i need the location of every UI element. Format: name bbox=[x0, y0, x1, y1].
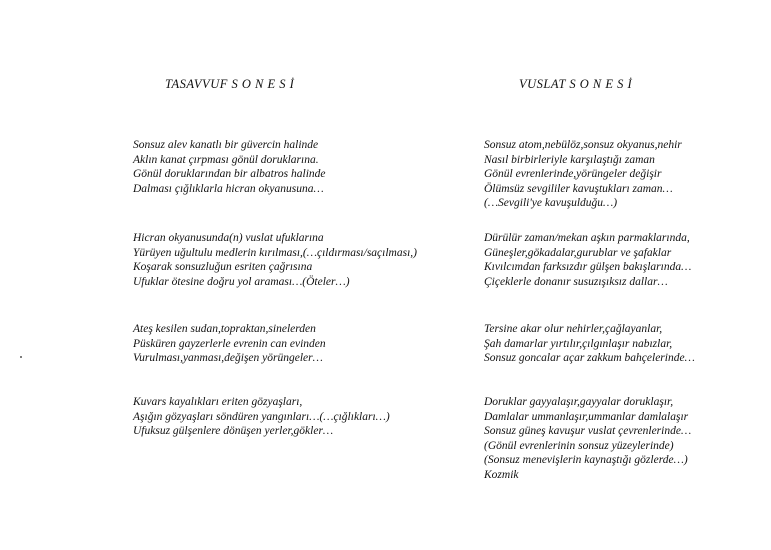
poem-line: Gönül doruklarından bir albatros halinde bbox=[133, 168, 326, 181]
poem-line: Güneşler,gökadalar,gurublar ve şafaklar bbox=[484, 246, 672, 259]
poem-line: Ufuksuz gülşenlere dönüşen yerler,gökler… bbox=[133, 425, 334, 438]
poem-line: Damlalar ummanlaşır,ummanlar damlalaşır bbox=[484, 410, 689, 423]
right-stanza-2 bbox=[484, 231, 691, 289]
right-stanza-3 bbox=[484, 322, 695, 366]
poem-line: Sonsuz atom,nebülöz,sonsuz okyanus,nehir bbox=[484, 139, 682, 151]
poem-line: Sonsuz goncalar açar zakkum bahçelerinde… bbox=[484, 352, 695, 365]
poem-line: Çiçeklerle donanır susuzışıksız dallar… bbox=[484, 275, 668, 288]
poem-line: Yürüyen uğultulu medlerin kırılması,(…çıldırması/saçılması,) bbox=[133, 246, 417, 259]
poem-line: Dürülür zaman/mekan aşkın parmaklarında, bbox=[484, 232, 690, 244]
poem-line: Kıvılcımdan farksızdır gülşen bakışlarında… bbox=[484, 261, 692, 274]
right-poem-title: VUSLAT S O N E S İ bbox=[519, 77, 633, 91]
poem-line: Kuvars kayalıkları eriten gözyaşları, bbox=[133, 396, 303, 408]
left-stanza-1 bbox=[133, 138, 326, 196]
poem-line: (Sonsuz menevişlerin kaynaştığı gözlerde…) bbox=[484, 454, 688, 467]
poem-line: Dalması çığlıklarla hicran okyanusuna… bbox=[133, 182, 324, 195]
left-stanza-3 bbox=[133, 322, 326, 366]
right-stanza-4 bbox=[484, 395, 691, 483]
poem-line: Sonsuz alev kanatlı bir güvercin halinde bbox=[133, 139, 319, 151]
poem-line: Ateş kesilen sudan,topraktan,sinelerden bbox=[133, 323, 316, 335]
poem-line: Hicran okyanusunda(n) vuslat ufuklarına bbox=[133, 232, 324, 244]
poem-line: Gönül evrenlerinde,yörüngeler değişir bbox=[484, 168, 662, 181]
poem-line: Vurulması,yanması,değişen yörüngeler… bbox=[133, 352, 323, 365]
right-stanza-1 bbox=[484, 138, 682, 211]
poem-line: Sonsuz güneş kavuşur vuslat çevrenlerinde… bbox=[484, 425, 692, 438]
poem-line: Aklın kanat çırpması gönül doruklarına. bbox=[133, 153, 319, 166]
poem-line: Tersine akar olur nehirler,çağlayanlar, bbox=[484, 323, 663, 335]
poem-line: Şah damarlar yırtılır,çılgınlaşır nabızlar, bbox=[484, 337, 673, 350]
poem-line: (…Sevgili'ye kavuşulduğu…) bbox=[484, 197, 618, 210]
left-stanza-2 bbox=[133, 231, 417, 289]
left-stanza-4 bbox=[133, 395, 390, 439]
poem-line: Ölümsüz sevgililer kavuştukları zaman… bbox=[484, 182, 673, 195]
poem-line: (Gönül evrenlerinin sonsuz yüzeylerinde) bbox=[484, 439, 674, 452]
poem-line: Ufuklar ötesine doğru yol araması…(Öteler…) bbox=[133, 275, 350, 288]
poem-line: Kozmik bbox=[484, 468, 519, 481]
poem-line: Püsküren gayzerlerle evrenin can evinden bbox=[133, 337, 326, 350]
poem-line: Nasıl birbirleriyle karşılaştığı zaman bbox=[484, 153, 655, 166]
poem-line: Aşığın gözyaşları söndüren yangınları…(…çığlıkları…) bbox=[133, 410, 390, 423]
poem-line: Koşarak sonsuzluğun esriten çağrısına bbox=[133, 261, 313, 274]
poem-line: Doruklar gayyalaşır,gayyalar doruklaşır, bbox=[484, 396, 674, 408]
stray-mark bbox=[20, 356, 22, 358]
left-poem-title: TASAVVUF S O N E S İ bbox=[165, 77, 295, 91]
